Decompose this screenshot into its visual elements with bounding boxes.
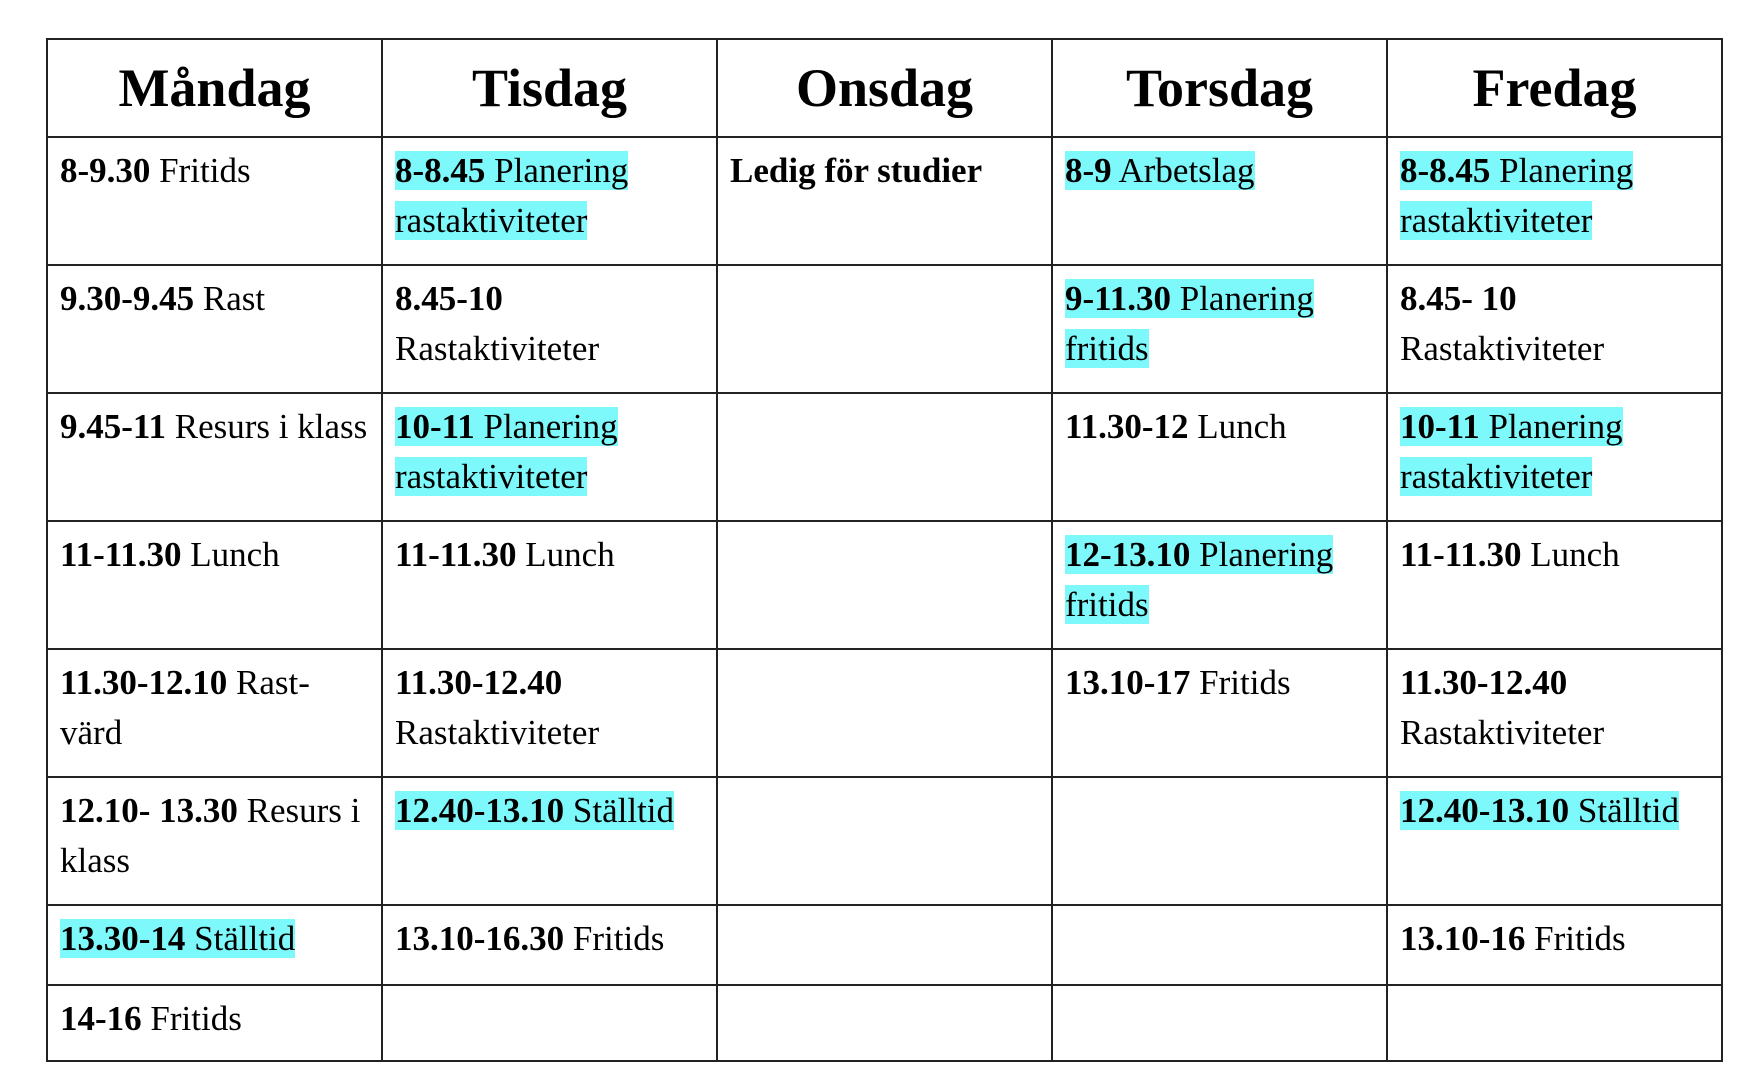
cell-activity: Ställtid: [185, 919, 296, 958]
day-header-tuesday: Tisdag: [382, 39, 717, 137]
cell-time: 11.30-12.40: [395, 663, 563, 702]
cell-time: 8-8.45: [1400, 151, 1491, 190]
cell-time: 12.40-13.10: [1400, 791, 1570, 830]
day-header-wednesday: Onsdag: [717, 39, 1052, 137]
table-cell: [1052, 777, 1387, 905]
cell-time: 12-13.10: [1065, 535, 1191, 574]
table-cell: [1387, 265, 1722, 393]
cell-activity: Rast: [194, 279, 266, 318]
table-cell: [1052, 265, 1387, 393]
cell-activity: Fritids: [1525, 919, 1626, 958]
cell-text: [60, 151, 251, 190]
cell-text: [1065, 663, 1291, 702]
cell-activity: Fritids: [141, 999, 242, 1038]
cell-time: 8.45- 10: [1400, 279, 1517, 318]
table-cell: [717, 649, 1052, 777]
cell-time: 13.10-16.30: [395, 919, 565, 958]
cell-text: [1400, 535, 1620, 574]
table-cell: [717, 985, 1052, 1061]
cell-activity: Planering rastaktiviteter: [395, 151, 629, 240]
table-row: [47, 137, 1722, 265]
cell-text: [1400, 279, 1604, 368]
table-cell: [1387, 905, 1722, 985]
cell-text: [60, 279, 265, 318]
cell-activity: Rast-värd: [60, 663, 310, 752]
day-header-friday: Fredag: [1387, 39, 1722, 137]
cell-text: [1065, 151, 1255, 190]
cell-activity: Fritids: [1190, 663, 1291, 702]
table-cell: [382, 905, 717, 985]
table-cell: [1387, 393, 1722, 521]
cell-time: 14-16: [60, 999, 142, 1038]
cell-text: [60, 791, 360, 880]
cell-time: 13.10-16: [1400, 919, 1526, 958]
cell-time: 12.10- 13.30: [60, 791, 238, 830]
table-cell: [382, 521, 717, 649]
cell-time: 11-11.30: [1400, 535, 1522, 574]
table-cell: [717, 137, 1052, 265]
table-row: [47, 265, 1722, 393]
cell-time: 8.45-10: [395, 279, 503, 318]
table-row: [47, 521, 1722, 649]
table-cell: [47, 137, 382, 265]
cell-time: 13.30-14: [60, 919, 186, 958]
cell-activity: Rastaktiviteter: [1400, 329, 1605, 368]
table-cell: [1387, 985, 1722, 1061]
cell-text: [395, 151, 628, 240]
table-cell: [47, 265, 382, 393]
cell-time: 10-11: [395, 407, 475, 446]
cell-time: 11.30-12: [1065, 407, 1189, 446]
table-row: [47, 649, 1722, 777]
table-cell: [1387, 777, 1722, 905]
cell-text: [730, 151, 982, 190]
header-row: [47, 39, 1722, 137]
cell-text: [60, 919, 295, 958]
cell-activity: Lunch: [516, 535, 615, 574]
cell-activity: Ställtid: [1569, 791, 1680, 830]
cell-time: 9.30-9.45: [60, 279, 195, 318]
table-cell: [47, 521, 382, 649]
cell-text: [1400, 791, 1679, 830]
table-cell: [1387, 137, 1722, 265]
table-row: [47, 777, 1722, 905]
cell-activity: Lunch: [1188, 407, 1287, 446]
cell-activity: Resurs i klass: [60, 791, 361, 880]
cell-text: [1400, 407, 1623, 496]
cell-time: 11.30-12.10: [60, 663, 228, 702]
table-row: [47, 393, 1722, 521]
table-cell: [717, 777, 1052, 905]
table-cell: [1052, 393, 1387, 521]
table-cell: [1052, 521, 1387, 649]
cell-time: 11.30-12.40: [1400, 663, 1568, 702]
table-cell: [717, 521, 1052, 649]
schedule-table: [46, 38, 1723, 1062]
table-cell: [47, 985, 382, 1061]
cell-text: [395, 279, 599, 368]
cell-activity: Rastaktiviteter: [395, 713, 600, 752]
cell-text: [1065, 535, 1333, 624]
cell-text: [1400, 151, 1633, 240]
table-cell: [382, 393, 717, 521]
cell-text: [395, 663, 599, 752]
cell-time: 8-8.45: [395, 151, 486, 190]
cell-activity: Resurs i klass: [165, 407, 368, 446]
table-cell: [1052, 985, 1387, 1061]
cell-time: 12.40-13.10: [395, 791, 565, 830]
table-cell: [382, 777, 717, 905]
table-row: [47, 905, 1722, 985]
cell-text: [1400, 919, 1626, 958]
day-header-monday: Måndag: [47, 39, 382, 137]
table-cell: [1052, 137, 1387, 265]
table-cell: [47, 393, 382, 521]
table-cell: [717, 905, 1052, 985]
cell-activity: Planering rastaktiviteter: [1400, 407, 1623, 496]
table-cell: [382, 137, 717, 265]
cell-time: 8-9: [1065, 151, 1112, 190]
cell-text: [395, 407, 618, 496]
table-cell: [47, 905, 382, 985]
cell-text: [60, 535, 280, 574]
cell-time: 13.10-17: [1065, 663, 1191, 702]
table-cell: [382, 265, 717, 393]
cell-text: [1065, 407, 1287, 446]
cell-text: [60, 407, 367, 446]
cell-text: [60, 663, 310, 752]
table-cell: [47, 777, 382, 905]
table-cell: [717, 393, 1052, 521]
cell-activity: Ställtid: [564, 791, 675, 830]
cell-text: [1400, 663, 1604, 752]
cell-activity: Fritids: [150, 151, 251, 190]
cell-time: 10-11: [1400, 407, 1480, 446]
cell-activity: Rastaktiviteter: [1400, 713, 1605, 752]
table-cell: [382, 649, 717, 777]
cell-activity: Planering rastaktiviteter: [395, 407, 618, 496]
day-header-thursday: Torsdag: [1052, 39, 1387, 137]
cell-text: [395, 919, 664, 958]
cell-activity: Planering fritids: [1065, 535, 1334, 624]
cell-text: [395, 791, 674, 830]
table-cell: [1052, 649, 1387, 777]
cell-activity: Lunch: [1521, 535, 1620, 574]
cell-activity: Planering rastaktiviteter: [1400, 151, 1634, 240]
table-cell: [382, 985, 717, 1061]
table-cell: [1052, 905, 1387, 985]
table-cell: [1387, 649, 1722, 777]
cell-time: 11-11.30: [395, 535, 517, 574]
cell-time: 8-9.30: [60, 151, 151, 190]
table-cell: [717, 265, 1052, 393]
cell-time: Ledig för studier: [730, 151, 983, 190]
cell-activity: Fritids: [564, 919, 665, 958]
cell-activity: Planering fritids: [1065, 279, 1314, 368]
cell-activity: Rastaktiviteter: [395, 329, 600, 368]
cell-time: 9-11.30: [1065, 279, 1171, 318]
cell-activity: Lunch: [181, 535, 280, 574]
table-row: [47, 985, 1722, 1061]
cell-text: [1065, 279, 1314, 368]
cell-activity: Arbetslag: [1111, 151, 1255, 190]
cell-text: [395, 535, 615, 574]
cell-time: 11-11.30: [60, 535, 182, 574]
table-cell: [47, 649, 382, 777]
cell-time: 9.45-11: [60, 407, 166, 446]
cell-text: [60, 999, 242, 1038]
table-cell: [1387, 521, 1722, 649]
